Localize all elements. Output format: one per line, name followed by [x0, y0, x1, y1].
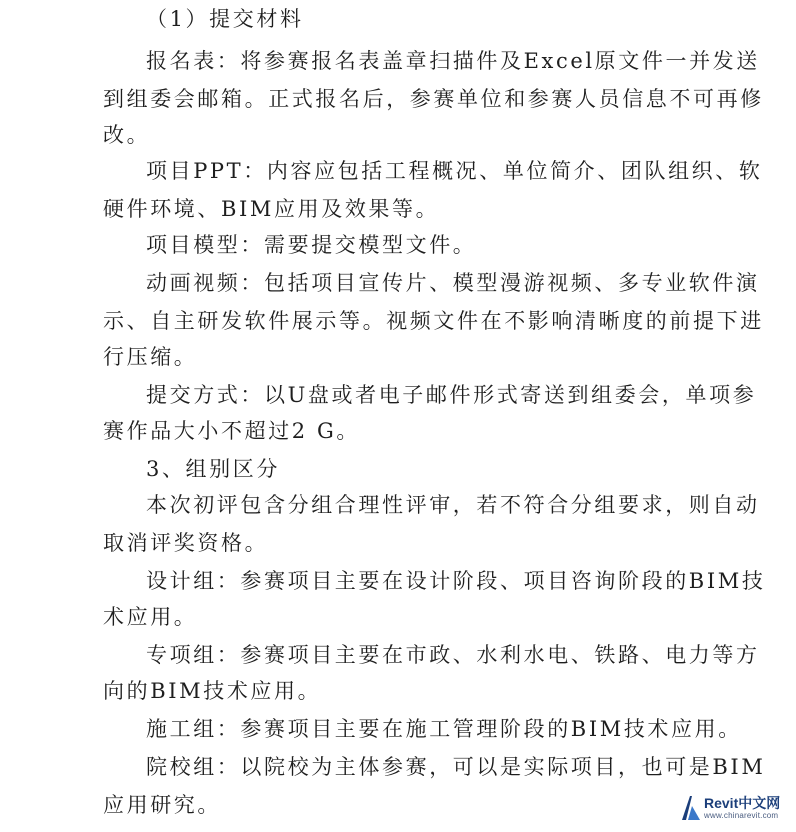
paragraph-line: 项目PPT：内容应包括工程概况、单位简介、团队组织、软: [146, 159, 763, 183]
watermark-url: www.chinarevit.com: [704, 811, 779, 820]
paragraph-line: 报名表：将参赛报名表盖章扫描件及Excel原文件一并发送: [146, 49, 760, 73]
paragraph-line: 到组委会邮箱。正式报名后，参赛单位和参赛人员信息不可再修: [103, 87, 764, 111]
paragraph-line: 术应用。: [103, 605, 198, 629]
paragraph-line: 提交方式：以U盘或者电子邮件形式寄送到组委会，单项参: [146, 383, 757, 407]
paragraph-line: 示、自主研发软件展示等。视频文件在不影响清晰度的前提下进: [103, 309, 764, 333]
revit-logo-icon: [678, 794, 702, 822]
paragraph-line: 向的BIM技术应用。: [103, 679, 322, 703]
paragraph-line: 动画视频：包括项目宣传片、模型漫游视频、多专业软件演: [146, 271, 760, 295]
paragraph-line: 施工组：参赛项目主要在施工管理阶段的BIM技术应用。: [146, 717, 742, 741]
paragraph-line: 行压缩。: [103, 345, 198, 369]
paragraph-line: 赛作品大小不超过2 G。: [103, 419, 361, 443]
paragraph-line: 应用研究。: [103, 793, 221, 817]
paragraph-line: 项目模型：需要提交模型文件。: [146, 233, 477, 257]
paragraph-line: 设计组：参赛项目主要在设计阶段、项目咨询阶段的BIM技: [146, 569, 766, 593]
site-watermark: [678, 792, 790, 826]
paragraph-line: 院校组：以院校为主体参赛，可以是实际项目，也可是BIM: [146, 755, 766, 779]
paragraph-line: 取消评奖资格。: [103, 531, 269, 555]
paragraph-line: 硬件环境、BIM应用及效果等。: [103, 197, 440, 221]
section-heading-grouping: 3、组别区分: [146, 457, 280, 481]
paragraph-line: 专项组：参赛项目主要在市政、水利水电、铁路、电力等方: [146, 643, 760, 667]
paragraph-line: 改。: [103, 123, 151, 147]
paragraph-line: 本次初评包含分组合理性评审，若不符合分组要求，则自动: [146, 493, 760, 517]
subheading-submit-materials: （1）提交材料: [146, 7, 304, 31]
watermark-brand: Revit中文网: [704, 795, 781, 811]
